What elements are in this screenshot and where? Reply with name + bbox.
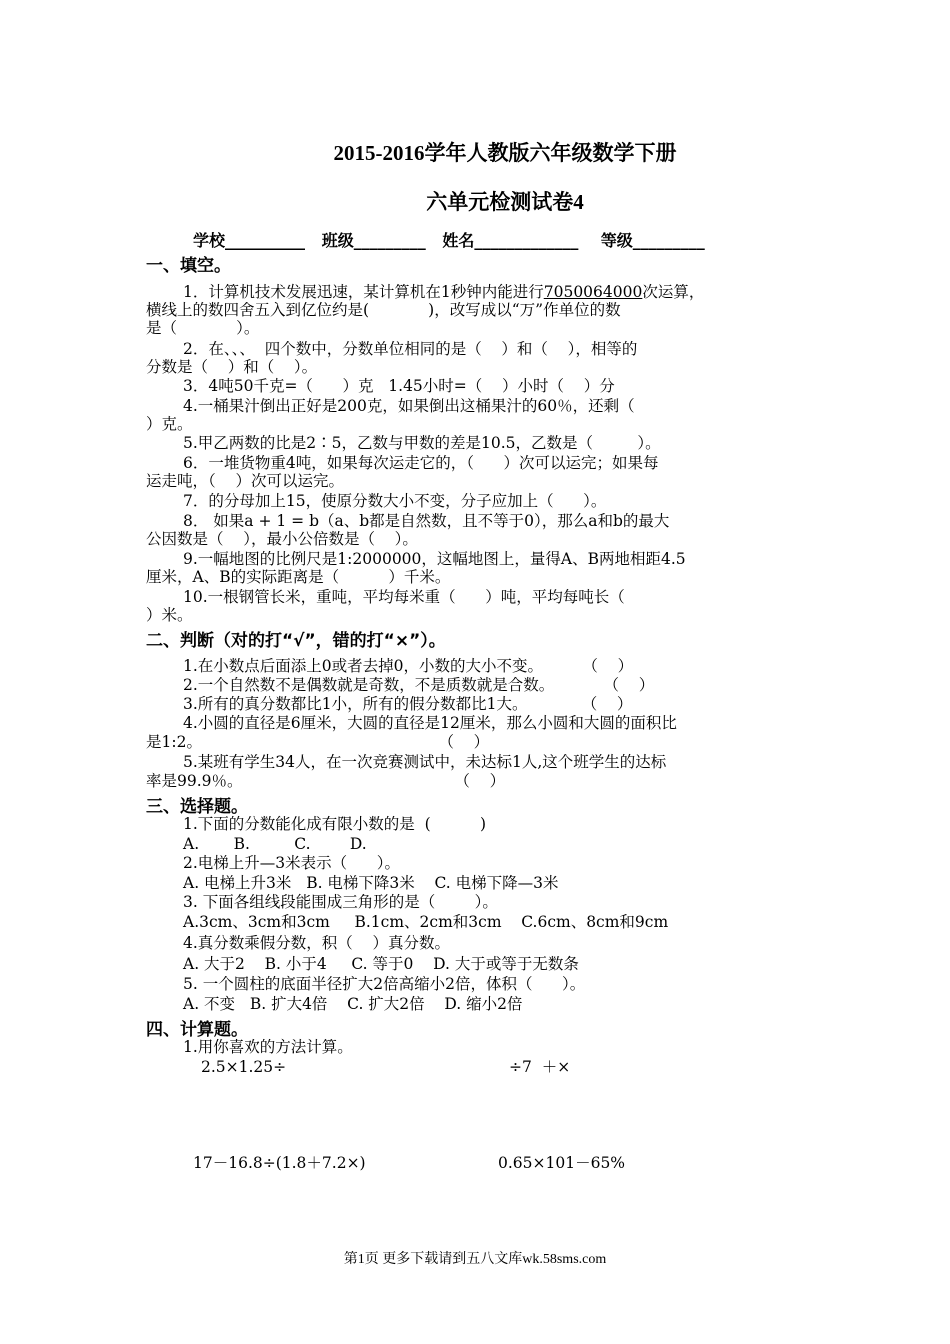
student-info-line: 学校__________ 班级_________ 姓名_____________ 等级_________ — [193, 231, 705, 250]
judge-q4-line2: 是1:2。 （ ） — [146, 733, 490, 751]
fill-q1-text-b: 次运算， — [642, 283, 705, 301]
choice-q4-options: A. 大于2 B. 小于4 C. 等于0 D. 大于或等于无数条 — [183, 955, 579, 973]
choice-q2-options: A. 电梯上升3米 B. 电梯下降3米 C. 电梯下降—3米 — [183, 874, 559, 892]
calc-q1: 1.用你喜欢的方法计算。 — [183, 1038, 353, 1056]
fill-q10-line2: ）米。 — [146, 606, 193, 624]
choice-q5-options: A. 不变 B. 扩大4倍 C. 扩大2倍 D. 缩小2倍 — [183, 995, 523, 1013]
fill-q10-line1: 10.一根钢管长米，重吨，平均每米重（ ）吨，平均每吨长（ — [183, 588, 625, 606]
judge-q5-line1: 5.某班有学生34人，在一次竞赛测试中，未达标1人,这个班学生的达标 — [183, 753, 667, 771]
fill-q1-number: 7050064000 — [543, 283, 643, 301]
page-footer: 第1页 更多下载请到五八文库wk.58sms.com — [343, 1252, 607, 1267]
fill-q2-line2: 分数是（ ）和（ ）。 — [146, 358, 318, 376]
choice-q2: 2.电梯上升—3米表示（ ）。 — [183, 854, 400, 872]
title-line-1: 2015-2016学年人教版六年级数学下册 — [333, 141, 677, 165]
calc-expr-2: ÷7 ＋× — [509, 1058, 571, 1076]
fill-q1-line1 — [183, 283, 704, 302]
choice-q3: 3. 下面各组线段能围成三角形的是（ ）。 — [183, 893, 498, 911]
judge-q3: 3.所有的真分数都比1小，所有的假分数都比1大。 （ ） — [183, 695, 633, 713]
fill-q4-line1: 4.一桶果汁倒出正好是200克，如果倒出这桶果汁的60％，还剩（ — [183, 397, 635, 415]
choice-q5: 5. 一个圆柱的底面半径扩大2倍高缩小2倍，体积（ ）。 — [183, 975, 586, 993]
section-fill-title: 一、填空。 — [146, 256, 231, 276]
fill-q3: 3．4吨50千克=（ ）克 1.45小时=（ ）小时（ ）分 — [183, 377, 615, 395]
fill-q4-line2: ）克。 — [146, 415, 193, 433]
fill-q2-line1: 2．在、、、 四个数中，分数单位相同的是（ ）和（ ），相等的 — [183, 340, 638, 358]
judge-q2: 2.一个自然数不是偶数就是奇数，不是质数就是合数。 （ ） — [183, 676, 655, 694]
fill-q1-text-a: 1．计算机技术发展迅速，某计算机在1秒钟内能进行 — [183, 283, 544, 301]
fill-q1-line2: 横线上的数四舍五入到亿位约是( )，改写成以“万”作单位的数 — [146, 301, 621, 319]
title-line-2: 六单元检测试卷4 — [426, 190, 584, 214]
calc-expr-4: 0.65×101－65% — [498, 1154, 626, 1172]
choice-q4: 4.真分数乘假分数，积（ ）真分数。 — [183, 934, 450, 952]
fill-q9-line2: 厘米，A、B的实际距离是（ ）千米。 — [146, 568, 451, 586]
fill-q9-line1: 9.一幅地图的比例尺是1:2000000，这幅地图上，量得A、B两地相距4.5 — [183, 550, 686, 568]
fill-q8-line1: 8． 如果a + 1 = b（a、b都是自然数，且不等于0），那么a和b的最大 — [183, 512, 670, 530]
judge-q5-line2: 率是99.9％。 （ ） — [146, 772, 506, 790]
judge-q4-line1: 4.小圆的直径是6厘米，大圆的直径是12厘米，那么小圆和大圆的面积比 — [183, 714, 677, 732]
choice-q3-options: A.3cm、3cm和3cm B.1cm、2cm和3cm C.6cm、8cm和9cm — [183, 913, 669, 931]
fill-q1-line3: 是（ ）。 — [146, 319, 260, 337]
fill-q7: 7．的分母加上15，使原分数大小不变，分子应加上（ ）。 — [183, 492, 607, 510]
section-judge-title: 二、判断（对的打“√”，错的打“×”）。 — [146, 631, 446, 651]
judge-q1: 1.在小数点后面添上0或者去掉0，小数的大小不变。 （ ） — [183, 657, 634, 675]
section-calc-title: 四、计算题。 — [146, 1020, 248, 1040]
choice-q1: 1.下面的分数能化成有限小数的是 ( ) — [183, 815, 487, 833]
section-choice-title: 三、选择题。 — [146, 797, 248, 817]
choice-q1-options: A. B. C. D. — [183, 835, 367, 853]
fill-q5: 5.甲乙两数的比是2∶5，乙数与甲数的差是10.5，乙数是（ ）。 — [183, 434, 661, 452]
fill-q6-line2: 运走吨，（ ）次可以运完。 — [146, 472, 344, 490]
fill-q6-line1: 6．一堆货物重4吨，如果每次运走它的，（ ）次可以运完；如果每 — [183, 454, 659, 472]
calc-expr-1: 2.5×1.25÷ — [201, 1058, 287, 1076]
fill-q8-line2: 公因数是（ ），最小公倍数是（ ）。 — [146, 530, 418, 548]
calc-expr-3: 17－16.8÷(1.8＋7.2×) — [193, 1154, 366, 1172]
